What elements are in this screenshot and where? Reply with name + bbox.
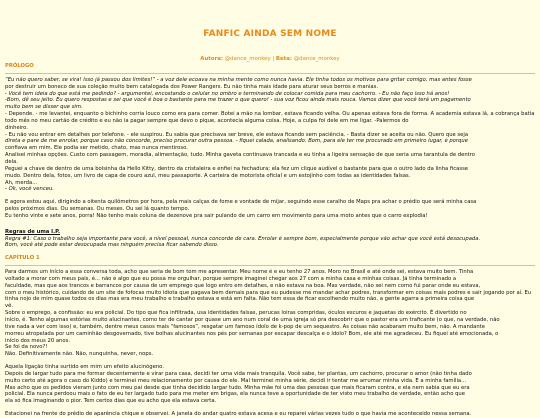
paragraph-line: Estacionei na frente do prédio de aparência chique e observei. A janela do andar quatro estava acesa e eu reparei várias vezes tudo o que havia me aconteceido nessa semana. [5, 411, 472, 418]
paragraph-line: pelos próximos dias. Ou semanas. Ou meses. Ou sei lá quanto tempo. [5, 206, 190, 213]
paragraph-line: Depois de largar tudo para me formar decentemente e virar para casa, decidi ter uma vida mais tranquila. Você sabe, ter plantas, um cachorro, procurar o amor (não tinha dado [5, 370, 472, 377]
paragraph-line: -Bom, dê seu jeito. Eu quero respostas e sei que você é boa o bastante para me trazer o que quero! - sua voz ficou ainda mais rouca. Vamos dizer que você terá um pagamento [5, 97, 471, 104]
paragraph-line: muito certo até agora o caso do Kiddo) e terminei meu relacionamento por causa do ele. Mal terminei minha série, decidi ir tentar me arrumar minha vida. E a minha família... [5, 377, 467, 384]
paragraph-line: Analisei minhas opções. Custo com passagem, moradia, alimentação, tudo. Minha gaveta continuava trancada e eu tinha a ligeira sensação de que seria uma tarantula de dentro [5, 152, 475, 159]
paragraph-line: - Você tem ideia do que está me pedindo? - argumentei, encostando o celular no ombro e terminando de colocar comida para meu cachorro. - Eu não faço isso há anos! [5, 90, 450, 97]
paragraph-line: Ah, merda... [5, 179, 38, 186]
rule-line: Regra #1: Caso o trabalho seja importante para você, a nível pessoal, nunca concorde de cara. Enrolar é sempre bom, especialmente porque vão achar que você está desocupada. [5, 235, 481, 242]
paragraph-line: dela. [5, 158, 18, 165]
paragraph-line: faculdade, mas que aos trancos e barrancos por causa de um emprego que logo entro em detalhes, e não estava na boa. Mas verdade, não sei nem como fui parar onde eu estava, [5, 282, 481, 289]
paragraph-line: Se foi da novo?! [5, 344, 48, 351]
rule-line: Bom, você até pode estar desocupada mas ninguém precisa ficar sabendo disso. [5, 242, 219, 249]
paragraph-line: Aquela ligação tinha surtido em mim um efeito alucinógeno. [5, 364, 164, 371]
paragraph-line: Peguei a chave de dentro de uma bolsinha da Hello Kitty, dentro da cristaleira e enfiei na fechadura; ela fez um clique audível o bastante para que o outro lado da linha ficasse [5, 165, 469, 172]
paragraph-line: morreu atropelada por um caminhão desgovernado, tive bolhas alucinantes nos pés por semanas por escapar descalça e o ídolo? Bom, ele até me agradeceu. Eu fiquei até emocionada, o [5, 330, 499, 337]
prologo-heading: PRÓLOGO [5, 63, 34, 69]
story-content [5, 63, 535, 418]
beta-label: Beta: [275, 56, 293, 62]
paragraph-line: Para darmos um início a essa conversa toda, acho que seria de bom tom me apresentar. Meu nome é e eu tenho 27 anos. Moro no Brasil e até onde sei, estava muito bem. Tinha [5, 269, 474, 276]
section-divider [5, 265, 535, 266]
paragraph-line: muito bem se disser que sim. [5, 104, 83, 111]
paragraph-line: dinheiro. [5, 124, 28, 131]
section-gap [5, 220, 535, 229]
paragraph-line: direta e pare de me enrolar, porque caso não concorde, preciso procurar outra pessoa. - fiquei calada, analisando. Bom, para ele ter me procurado em primeiro lugar, é porque [5, 138, 468, 145]
section-divider [5, 73, 535, 74]
paragraph-line: “Eu não quero saber, se vira! Isso já passou dos limites!” - a voz dele ecoava na minha mente como nunca havia. Ele tinha todos os motivos para gritar comigo, mas antes fosse [5, 76, 472, 83]
paragraph-line: por destruir um boneco de sua coleção muito bem catalogada dos Power Rangers. Eu não tinha mais idade para aturar seus berros e manias. [5, 83, 379, 90]
story-byline [0, 56, 540, 63]
paragraph-line: policial. Ela nunca perdoou mais o fato de eu ter largado tudo para me meter em brigas, ela nunca teve a oportunidade de ter visto meu trabalho de verdade, então acho que [5, 391, 465, 398]
paragraph-line: - Ok, você venceu. [5, 186, 54, 193]
paragraph-line: Mas acho que os pedidos vieram junto com meu pai desde que tinha decidido largar tudo. Minha mãe foi uma das pessoas que mais ficaram contra, e ela nem sabia que eu era [5, 384, 470, 391]
paragraph-line: E agora estou aqui, dirigindo a oitenta quilômetros por hora, pela mais calças de fome e vontade de mijar, seguindo esse caralho de Maps pra achar o prédio que será minha casa [5, 199, 477, 206]
prologo-body [5, 77, 535, 220]
rules-body [5, 236, 535, 250]
capitulo-body [5, 269, 535, 418]
paragraph-line: tinha nojo de mim quase todos os dias mas era meu trabalho e trabalho estava e está em falta. Não tem essa de ficar escolhendo muito não, a gente agarra a primeira coisa que [5, 296, 475, 303]
paragraph-line: mudo. Dentro dela, fotos, um livro de capa de couro azul, meu passaporte. A carteira de motorista oficial e um estojinho com todas as identidades falsas. [5, 172, 411, 179]
capitulo-heading: CAPÍTULO 1 [5, 255, 40, 262]
author-label: Autora: [200, 56, 224, 62]
byline-separator: | [272, 56, 276, 62]
paragraph-line: confiava em mim. Ele podia ser metido, chato, mas nunca mentiroso. [5, 145, 188, 152]
paragraph-line: tive nada a ver com isso) e, também, dentre meus casos mais “famosos”, resgatar um famoso ídolo de k-pop de um sequestro. As coisas não acabaram muito bem, não. A mandante [5, 323, 485, 330]
rules-heading: Regras de uma I.P. [5, 228, 60, 235]
paragraph-line: início dos meus 20 anos. [5, 337, 71, 344]
paragraph-line: ela só fica imaginando o pior. Tem certos dias que eu acho que ela estava certa. [5, 398, 217, 405]
paragraph-line: Eu tenho vinte e sete anos, porra! Não tenho mais coluna de dezenove pra sair pulando de um carro em movimento para uma moto antes que o carro explodia! [5, 212, 428, 219]
paragraph-line: início, é. Tenho algumas estórias muito alucinantes, como ter de cantar por quase um ano num coral de uma igreja só pra descobrir que o pastor era um traficante (o que, na verdade, não [5, 317, 500, 323]
paragraph-line: - Eu não vou entrar em detalhes por telefone. - ele suspirou. Eu sabia que precisava ser breve, ele estava ficando sem paciência. - Basta dizer se aceita ou não. Quero que seja [5, 131, 469, 138]
paragraph-line: Não. Definitivamente não. Não, nunquinha, never, nops. [5, 351, 154, 358]
paragraph-line: vê. [5, 303, 14, 310]
author-name[interactable]: @dance_monkey [224, 56, 271, 62]
paragraph-line: - Depende. - me levantei, enquanto o bichinho corria louco como era para comer. Botei a mão na lombar, estava ficando velha. Ou apenas estava fora de forma. A academia estava lá, a cobrança batia todo mês no meu cartão de crédito e eu não ia pagar sempre que devo o pique, acontecia alguma coisa. Hoje, a culpa foi dele em me ligar. -Palermos do [5, 111, 535, 124]
beta-name[interactable]: @dance_monkey [293, 56, 340, 62]
paragraph-line: Sobre o emprego, a confissão: eu era policial. Do tipo que fica infiltrada, usa identidades falsas, perucas loiras compridas, óculos escuros e jaquetas do exército. É divertido no [5, 310, 467, 317]
paragraph-line: voltado a morar com meus pais, é... não é algo que eu possa me orgulhar, porque sempre imaginei chegar aos 27 com a minha casa e minhas coisas. Já tinha terminado a [5, 275, 457, 282]
paragraph-line: com o meu histórico, cuidando de um site de fofocas muito idiota que pagava bem demais para que eu pudesse me mandar achar podres, transformar em coisas mais podres e sair jogando por aí. Eu [5, 289, 532, 296]
story-title: FANFIC AINDA SEM NOME [203, 29, 337, 39]
